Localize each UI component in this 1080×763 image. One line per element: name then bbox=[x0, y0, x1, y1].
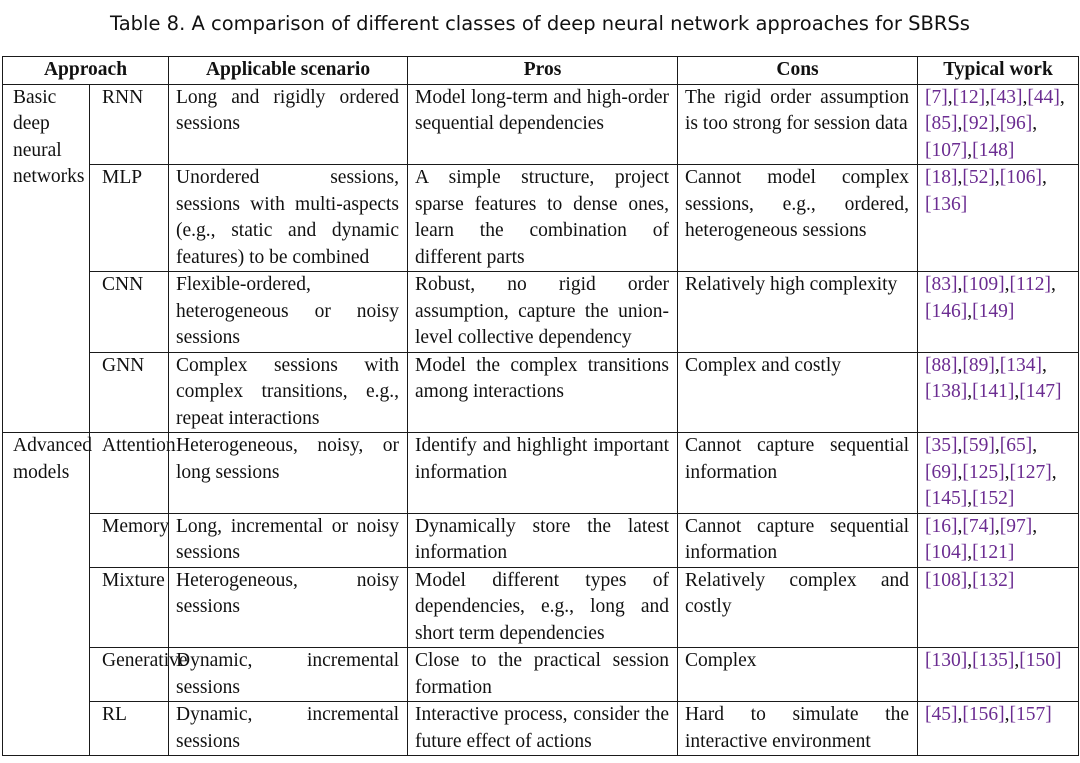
citation-separator: , bbox=[994, 354, 1000, 376]
citation-separator: , bbox=[957, 515, 963, 537]
citation-link[interactable]: [69] bbox=[925, 461, 958, 483]
citation-link[interactable]: [43] bbox=[990, 86, 1023, 108]
citation-separator: , bbox=[947, 86, 953, 108]
pros-cell: Interactive process, consider the future effect of actions bbox=[408, 702, 678, 756]
citation-link[interactable]: [7] bbox=[925, 86, 948, 108]
scenario-cell: Dynamic, incremental sessions bbox=[169, 648, 408, 702]
cons-cell: Cannot model complex sessions, e.g., ordered, heterogeneous sessions bbox=[678, 165, 918, 272]
header-approach: Approach bbox=[3, 57, 169, 85]
citation-separator: , bbox=[1051, 274, 1056, 295]
header-scenario: Applicable scenario bbox=[169, 57, 408, 85]
pros-cell: Dynamically store the latest information bbox=[408, 513, 678, 567]
citation-link[interactable]: [85] bbox=[925, 113, 958, 134]
citation-link[interactable]: [127] bbox=[1009, 461, 1052, 483]
citation-link[interactable]: [146] bbox=[925, 300, 968, 322]
model-name: CNN bbox=[90, 272, 169, 353]
cons-cell: Cannot capture sequential information bbox=[678, 433, 918, 514]
scenario-cell: Unordered sessions, sessions with multi-aspects (e.g., static and dynamic features) to be combined bbox=[169, 165, 408, 272]
model-name: Generative bbox=[90, 648, 169, 702]
scenario-cell: Long and rigidly ordered sessions bbox=[169, 84, 408, 165]
table-row bbox=[3, 567, 1079, 648]
cons-cell: Hard to simulate the interactive environment bbox=[678, 702, 918, 756]
citation-link[interactable]: [88] bbox=[925, 354, 958, 376]
scenario-cell: Heterogeneous, noisy sessions bbox=[169, 567, 408, 648]
citation-separator: , bbox=[1004, 274, 1010, 295]
citation-link[interactable]: [35] bbox=[925, 435, 958, 456]
citation-link[interactable]: [152] bbox=[972, 488, 1015, 509]
header-row bbox=[3, 57, 1079, 85]
citation-link[interactable]: [138] bbox=[925, 381, 968, 402]
table-row bbox=[3, 702, 1079, 756]
model-name: Memory bbox=[90, 513, 169, 567]
citation-separator: , bbox=[967, 381, 973, 402]
citation-separator: , bbox=[994, 167, 1000, 188]
citation-link[interactable]: [65] bbox=[999, 435, 1033, 456]
table-row bbox=[3, 513, 1079, 567]
citation-link[interactable]: [147] bbox=[1019, 381, 1062, 402]
citation-separator: , bbox=[985, 86, 991, 108]
citation-link[interactable]: [132] bbox=[972, 569, 1015, 591]
scenario-cell: Complex sessions with complex transitions, e.g., repeat interactions bbox=[169, 352, 408, 433]
citation-link[interactable]: [108] bbox=[925, 569, 968, 591]
pros-cell: A simple structure, project sparse features to dense ones, learn the combination of different parts bbox=[408, 165, 678, 272]
pros-cell: Model the complex transitions among interactions bbox=[408, 352, 678, 433]
citation-link[interactable]: [150] bbox=[1019, 650, 1062, 671]
typical-work-cell bbox=[918, 272, 1079, 353]
typical-work-cell bbox=[918, 648, 1079, 702]
citation-link[interactable]: [96] bbox=[999, 113, 1033, 134]
citation-separator: , bbox=[1042, 167, 1047, 188]
cons-cell: Relatively high complexity bbox=[678, 272, 918, 353]
citation-separator: , bbox=[1004, 704, 1010, 725]
header-pros: Pros bbox=[408, 57, 678, 85]
pros-cell: Model long-term and high-order sequential dependencies bbox=[408, 84, 678, 165]
model-name: Attention bbox=[90, 433, 169, 514]
citation-separator: , bbox=[1014, 381, 1020, 402]
cons-cell: The rigid order assumption is too strong for session data bbox=[678, 84, 918, 165]
pros-cell: Robust, no rigid order assumption, capture the union-level collective dependency bbox=[408, 272, 678, 353]
citation-link[interactable]: [141] bbox=[972, 381, 1015, 402]
table-row bbox=[3, 352, 1079, 433]
model-name: RL bbox=[90, 702, 169, 756]
typical-work-cell bbox=[918, 84, 1079, 165]
citation-link[interactable]: [109] bbox=[962, 274, 1005, 295]
typical-work-cell bbox=[918, 513, 1079, 567]
scenario-cell: Long, incremental or noisy sessions bbox=[169, 513, 408, 567]
citation-link[interactable]: [136] bbox=[925, 193, 968, 215]
cons-cell: Complex bbox=[678, 648, 918, 702]
citation-link[interactable]: [130] bbox=[925, 650, 968, 671]
citation-link[interactable]: [45] bbox=[925, 704, 958, 725]
approach-group-label: Basic deep neural networks bbox=[3, 84, 90, 433]
citation-link[interactable]: [135] bbox=[972, 650, 1015, 671]
citation-link[interactable]: [112] bbox=[1009, 274, 1052, 295]
citation-link[interactable]: [83] bbox=[925, 274, 958, 295]
citation-link[interactable]: [59] bbox=[962, 435, 995, 456]
citation-separator: , bbox=[1014, 650, 1020, 671]
cons-cell: Complex and costly bbox=[678, 352, 918, 433]
citation-link[interactable]: [12] bbox=[952, 86, 986, 108]
citation-link[interactable]: [106] bbox=[999, 167, 1043, 188]
scenario-cell: Heterogeneous, noisy, or long sessions bbox=[169, 433, 408, 514]
citation-link[interactable]: [16] bbox=[925, 515, 958, 537]
citation-separator: , bbox=[1032, 435, 1038, 456]
model-name: GNN bbox=[90, 352, 169, 433]
citation-separator: , bbox=[1032, 113, 1038, 134]
table-caption: Table 8. A comparison of different classes of deep neural network approaches for SBRSs bbox=[110, 12, 970, 35]
approach-group-label: Advanced models bbox=[3, 433, 90, 756]
citation-separator: , bbox=[967, 488, 973, 509]
typical-work-cell bbox=[918, 165, 1079, 272]
citation-link[interactable]: [52] bbox=[962, 167, 995, 188]
citation-separator: , bbox=[994, 515, 1000, 537]
citation-link[interactable]: [18] bbox=[925, 167, 958, 188]
citation-link[interactable]: [104] bbox=[925, 542, 968, 563]
cons-cell: Cannot capture sequential information bbox=[678, 513, 918, 567]
table-row bbox=[3, 272, 1079, 353]
citation-link[interactable]: [107] bbox=[925, 139, 968, 161]
citation-link[interactable]: [157] bbox=[1009, 704, 1052, 725]
citation-link[interactable]: [92] bbox=[962, 113, 995, 134]
citation-link[interactable]: [97] bbox=[999, 515, 1033, 537]
comparison-table bbox=[2, 56, 1079, 756]
table-body bbox=[3, 84, 1079, 756]
citation-separator: , bbox=[1059, 86, 1065, 108]
citation-link[interactable]: [149] bbox=[972, 300, 1015, 322]
citation-link[interactable]: [125] bbox=[962, 461, 1005, 483]
pros-cell: Identify and highlight important information bbox=[408, 433, 678, 514]
model-name: MLP bbox=[90, 165, 169, 272]
citation-link[interactable]: [148] bbox=[972, 139, 1015, 161]
citation-separator: , bbox=[957, 704, 963, 725]
citation-link[interactable]: [145] bbox=[925, 488, 968, 509]
citation-separator: , bbox=[994, 113, 1000, 134]
citation-separator: , bbox=[994, 435, 1000, 456]
typical-work-cell bbox=[918, 352, 1079, 433]
citation-separator: , bbox=[957, 167, 963, 188]
pros-cell: Close to the practical session formation bbox=[408, 648, 678, 702]
table-row bbox=[3, 165, 1079, 272]
cons-cell: Relatively complex and costly bbox=[678, 567, 918, 648]
citation-link[interactable]: [74] bbox=[962, 515, 995, 537]
model-name: RNN bbox=[90, 84, 169, 165]
scenario-cell: Flexible-ordered, heterogeneous or noisy sessions bbox=[169, 272, 408, 353]
header-cons: Cons bbox=[678, 57, 918, 85]
citation-separator: , bbox=[957, 274, 963, 295]
table-row bbox=[3, 433, 1079, 514]
table-row bbox=[3, 648, 1079, 702]
citation-separator: , bbox=[1032, 515, 1038, 537]
citation-separator: , bbox=[1051, 461, 1057, 483]
header-typical-work: Typical work bbox=[918, 57, 1079, 85]
table-row bbox=[3, 84, 1079, 165]
citation-separator: , bbox=[967, 300, 973, 322]
citation-separator: , bbox=[957, 461, 963, 483]
citation-separator: , bbox=[957, 435, 963, 456]
citation-separator: , bbox=[967, 542, 973, 563]
typical-work-cell bbox=[918, 702, 1079, 756]
typical-work-cell bbox=[918, 567, 1079, 648]
pros-cell: Model different types of dependencies, e.g., long and short term dependencies bbox=[408, 567, 678, 648]
citation-separator: , bbox=[957, 354, 963, 376]
citation-separator: , bbox=[957, 113, 963, 134]
citation-link[interactable]: [156] bbox=[962, 704, 1005, 725]
typical-work-cell bbox=[918, 433, 1079, 514]
citation-separator: , bbox=[967, 139, 973, 161]
citation-link[interactable]: [89] bbox=[962, 354, 995, 376]
citation-separator: , bbox=[967, 650, 973, 671]
citation-link[interactable]: [44] bbox=[1027, 86, 1060, 108]
citation-separator: , bbox=[967, 569, 973, 591]
citation-separator: , bbox=[1022, 86, 1028, 108]
citation-separator: , bbox=[1004, 461, 1010, 483]
citation-link[interactable]: [121] bbox=[972, 542, 1015, 563]
citation-link[interactable]: [134] bbox=[999, 354, 1043, 376]
scenario-cell: Dynamic, incremental sessions bbox=[169, 702, 408, 756]
model-name: Mixture bbox=[90, 567, 169, 648]
citation-separator: , bbox=[1042, 354, 1047, 376]
